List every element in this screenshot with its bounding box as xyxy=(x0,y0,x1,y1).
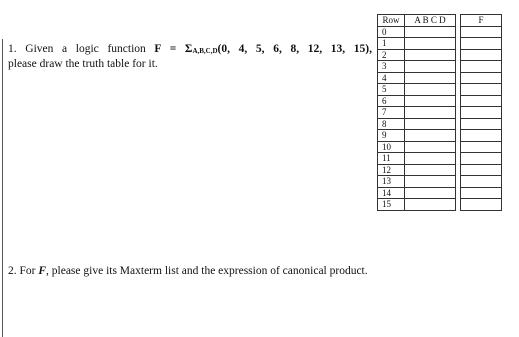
table-row xyxy=(378,130,502,142)
left-margin-rule xyxy=(2,39,3,337)
input-cell[interactable] xyxy=(405,118,456,130)
table-row xyxy=(378,187,502,199)
sigma-symbol: Σ xyxy=(184,43,193,55)
table-row xyxy=(378,107,502,119)
input-cell[interactable] xyxy=(405,95,456,107)
input-cell[interactable] xyxy=(405,199,456,211)
table-row xyxy=(378,118,502,130)
question-1-intro: Given a logic function xyxy=(25,43,146,55)
header-row: Row xyxy=(378,15,405,27)
row-number: 3 xyxy=(378,61,405,73)
output-cell[interactable] xyxy=(461,176,502,188)
table-row xyxy=(378,164,502,176)
question-2-number: 2. xyxy=(8,265,17,277)
header-inputs: A B C D xyxy=(405,15,456,27)
output-cell[interactable] xyxy=(461,164,502,176)
question-2 xyxy=(8,264,368,279)
table-row xyxy=(378,176,502,188)
row-number: 13 xyxy=(378,176,405,188)
row-number: 7 xyxy=(378,107,405,119)
table-row xyxy=(378,38,502,50)
output-cell[interactable] xyxy=(461,187,502,199)
input-cell[interactable] xyxy=(405,72,456,84)
row-number: 0 xyxy=(378,26,405,38)
header-output: F xyxy=(461,15,502,27)
function-name: F xyxy=(154,43,162,55)
output-cell[interactable] xyxy=(461,153,502,165)
output-cell[interactable] xyxy=(461,118,502,130)
equals-sign: = xyxy=(169,43,177,55)
row-number: 5 xyxy=(378,84,405,96)
input-cell[interactable] xyxy=(405,61,456,73)
truth-table-body xyxy=(378,26,502,210)
input-cell[interactable] xyxy=(405,84,456,96)
table-row xyxy=(378,61,502,73)
input-cell[interactable] xyxy=(405,38,456,50)
input-cell[interactable] xyxy=(405,26,456,38)
variable-subscript: A,B,C,D xyxy=(192,47,218,55)
question-1-number: 1. xyxy=(8,43,17,55)
row-number: 12 xyxy=(378,164,405,176)
table-row xyxy=(378,95,502,107)
row-number: 15 xyxy=(378,199,405,211)
input-cell[interactable] xyxy=(405,141,456,153)
input-cell[interactable] xyxy=(405,176,456,188)
table-row xyxy=(378,141,502,153)
row-number: 1 xyxy=(378,38,405,50)
row-number: 11 xyxy=(378,153,405,165)
output-cell[interactable] xyxy=(461,107,502,119)
question-1 xyxy=(8,42,372,72)
output-cell[interactable] xyxy=(461,130,502,142)
input-cell[interactable] xyxy=(405,153,456,165)
question-1-line-2: please draw the truth table for it. xyxy=(8,58,158,70)
row-number: 2 xyxy=(378,49,405,61)
row-number: 10 xyxy=(378,141,405,153)
row-number: 6 xyxy=(378,95,405,107)
output-cell[interactable] xyxy=(461,199,502,211)
output-cell[interactable] xyxy=(461,26,502,38)
truth-table-header-row xyxy=(378,15,502,27)
table-row xyxy=(378,84,502,96)
input-cell[interactable] xyxy=(405,187,456,199)
truth-table xyxy=(377,14,502,211)
output-cell[interactable] xyxy=(461,72,502,84)
output-cell[interactable] xyxy=(461,95,502,107)
question-2-intro: For xyxy=(19,265,36,277)
minterm-list: (0, 4, 5, 6, 8, 12, 13, 15), xyxy=(217,43,373,55)
output-cell[interactable] xyxy=(461,49,502,61)
table-row xyxy=(378,153,502,165)
input-cell[interactable] xyxy=(405,107,456,119)
input-cell[interactable] xyxy=(405,130,456,142)
table-row xyxy=(378,199,502,211)
input-cell[interactable] xyxy=(405,49,456,61)
table-row xyxy=(378,26,502,38)
table-row xyxy=(378,72,502,84)
question-2-text: , please give its Maxterm list and the expression of canonical product. xyxy=(46,265,368,277)
output-cell[interactable] xyxy=(461,141,502,153)
output-cell[interactable] xyxy=(461,84,502,96)
row-number: 14 xyxy=(378,187,405,199)
output-cell[interactable] xyxy=(461,38,502,50)
table-row xyxy=(378,49,502,61)
logic-function-expression xyxy=(154,43,372,55)
row-number: 8 xyxy=(378,118,405,130)
question-1-line-1 xyxy=(8,42,372,57)
row-number: 4 xyxy=(378,72,405,84)
input-cell[interactable] xyxy=(405,164,456,176)
function-name: F xyxy=(38,265,47,277)
output-cell[interactable] xyxy=(461,61,502,73)
row-number: 9 xyxy=(378,130,405,142)
